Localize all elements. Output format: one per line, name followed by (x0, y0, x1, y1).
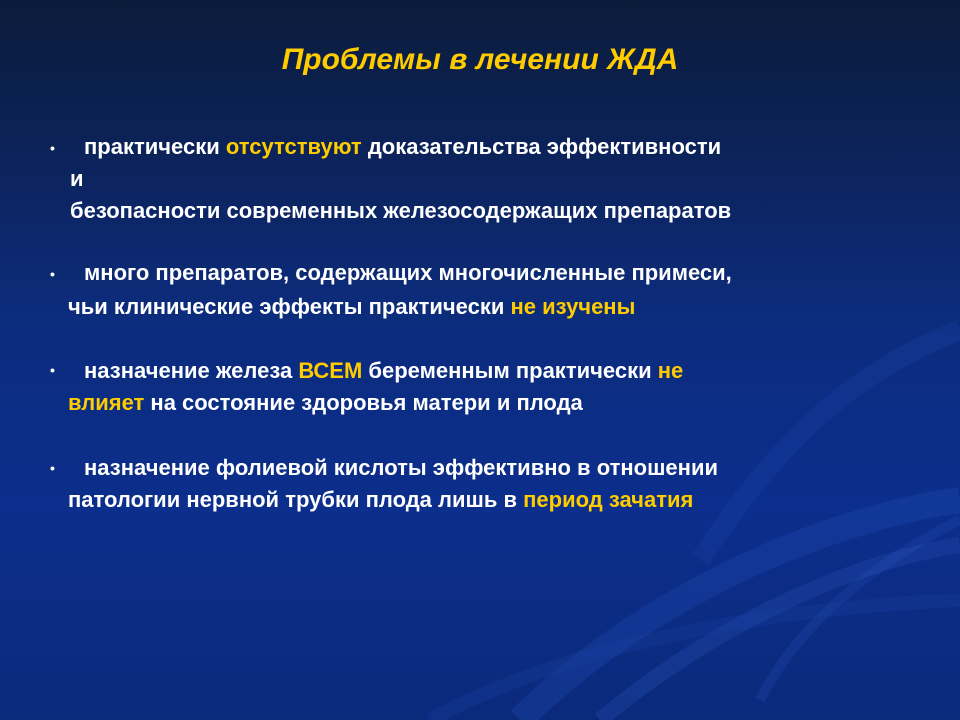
bullet-text: на состояние здоровья матери и плода (144, 390, 583, 415)
bullet-text: доказательства эффективности (361, 134, 722, 159)
bullet-text: беременным практически (362, 358, 658, 383)
highlighted-text: ВСЕМ (298, 358, 363, 383)
bullet-dot-icon: • (50, 266, 55, 282)
bullet-text: назначение фолиевой кислоты эффективно в отношении (84, 455, 718, 480)
bullet-text: безопасности современных железосодержащих препаратов (70, 198, 732, 223)
bullet-text-line (84, 132, 721, 162)
bullet-text-line (84, 453, 718, 483)
bullet-text: чьи клинические эффекты практически (68, 294, 511, 319)
bullet-text-line (68, 292, 635, 322)
highlighted-text: период зачатия (523, 487, 694, 512)
bullet-text-line (70, 164, 84, 194)
slide-title: Проблемы в лечении ЖДА (281, 43, 679, 76)
bullet-text: патологии нервной трубки плода лишь в (68, 487, 524, 512)
bullet-dot-icon: • (50, 362, 55, 378)
bullet-text: и (70, 166, 84, 191)
bullet-text: практически (84, 134, 226, 159)
highlighted-text: влияет (68, 390, 145, 415)
bullet-text-line (68, 485, 693, 515)
bullet-text-line (70, 196, 731, 226)
highlighted-text: не изучены (510, 294, 636, 319)
highlighted-text: не (657, 358, 684, 383)
bullet-dot-icon: • (50, 140, 55, 156)
bullet-text-line (68, 388, 583, 418)
bullet-text: много препаратов, содержащих многочисленные примеси, (84, 260, 732, 285)
bullet-text-line (84, 258, 732, 288)
bullet-text: назначение железа (84, 358, 299, 383)
bullet-dot-icon: • (50, 460, 55, 476)
bullet-text-line (84, 356, 683, 386)
highlighted-text: отсутствуют (225, 134, 362, 159)
